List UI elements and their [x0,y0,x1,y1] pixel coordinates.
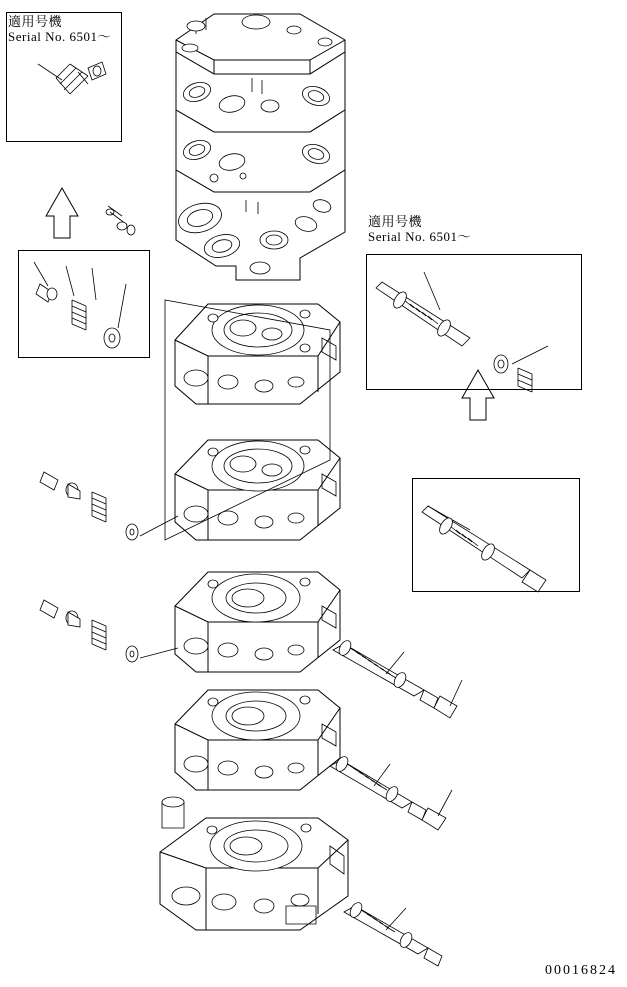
valve-section-5 [160,797,348,930]
detail-box-right-lower [412,478,580,592]
note-top-left-line2: Serial No. 6501〜 [8,29,111,44]
note-right-line2: Serial No. 6501〜 [368,229,471,244]
valve-section-3 [175,572,340,672]
spring-coil-2 [92,492,106,522]
detail-box-mid-left [18,250,150,358]
note-top-left [8,14,111,44]
part-number: 00016824 [545,963,617,978]
spring-kit-3 [40,600,138,662]
spool-5 [344,901,442,966]
detail-box-right-upper [366,254,582,390]
spring-kit-2 [40,472,138,540]
valve-section-2 [175,440,340,540]
valve-body-stack [106,14,345,280]
spool-3 [333,639,457,718]
note-top-left-line1: 適用号機 [8,14,63,29]
note-right-line1: 適用号機 [368,214,423,229]
spring-coil-3 [92,620,106,650]
arrow-up-left [46,188,78,238]
plug-detail-upper [106,209,135,235]
note-right [368,214,471,244]
spool-4 [330,755,446,830]
valve-section-1 [175,304,340,404]
valve-section-4 [175,690,340,790]
plug-bottom-left [162,797,184,828]
